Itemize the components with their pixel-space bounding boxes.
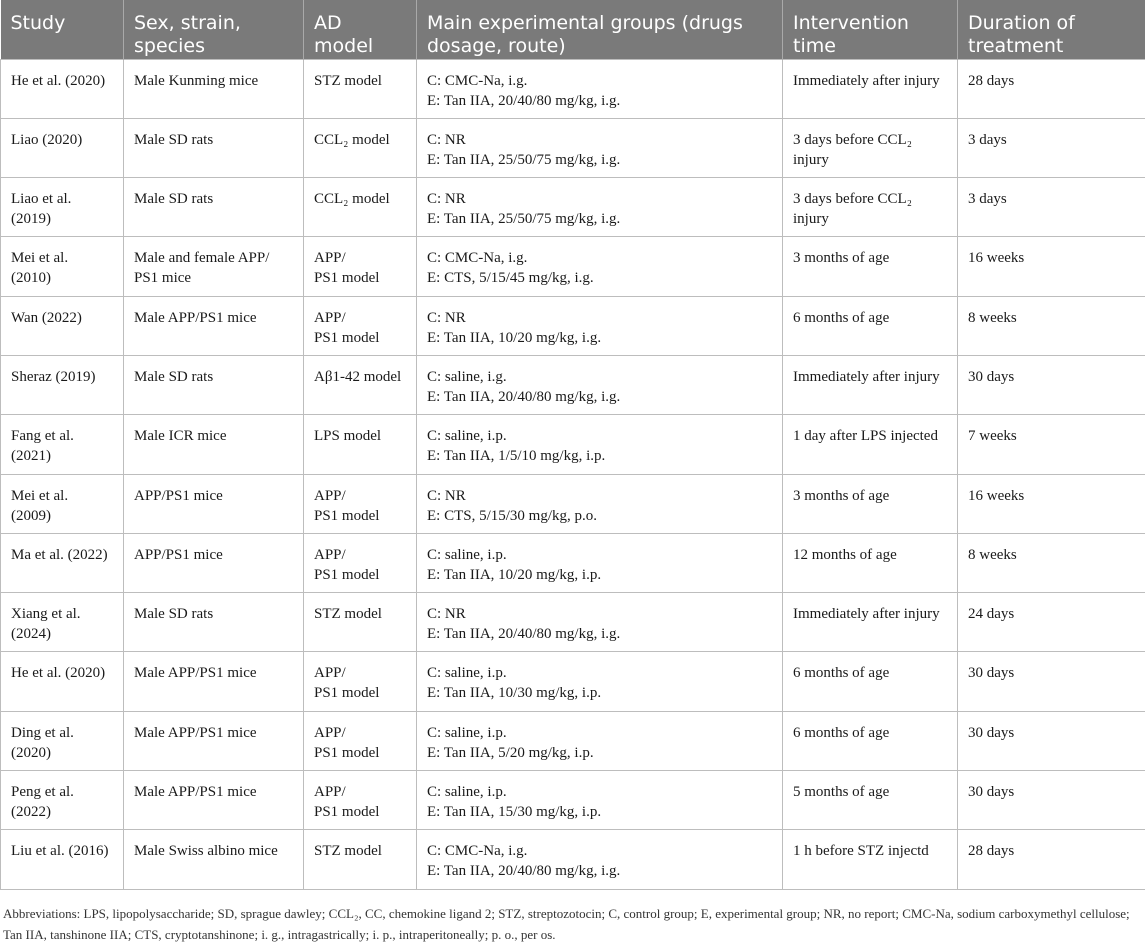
experimental-groups-cell xyxy=(417,355,783,414)
table-row xyxy=(1,771,1145,830)
cell-text: 3 days xyxy=(968,191,1007,208)
cell-text: C: saline, i.p. xyxy=(427,546,507,563)
cell-text: E: Tan IIA, 10/30 mg/kg, i.p. xyxy=(427,685,602,702)
column-header-text: species xyxy=(134,35,205,57)
sex-strain-species-cell xyxy=(124,830,304,889)
duration-cell xyxy=(958,415,1145,474)
cell-text: STZ model xyxy=(314,72,382,89)
cell-text: (2024) xyxy=(11,626,51,643)
cell-text: PS1 model xyxy=(314,507,380,524)
table-row xyxy=(1,237,1145,296)
table-row xyxy=(1,415,1145,474)
cell-text: E: Tan IIA, 15/30 mg/kg, i.p. xyxy=(427,804,602,821)
cell-text: 28 days xyxy=(968,843,1015,860)
cell-text: CCL₂ model xyxy=(314,191,390,208)
cell-text: C: NR xyxy=(427,309,466,326)
sex-strain-species-cell xyxy=(124,59,304,118)
sex-strain-species-cell xyxy=(124,415,304,474)
sex-strain-species-cell xyxy=(124,118,304,177)
ad-model-cell xyxy=(304,711,417,770)
ad-model-cell xyxy=(304,415,417,474)
column-header-text: AD xyxy=(314,12,342,34)
ad-model-cell xyxy=(304,652,417,711)
duration-cell xyxy=(958,652,1145,711)
column-header-ad-model xyxy=(304,0,417,59)
cell-text: PS1 model xyxy=(314,685,380,702)
table-row xyxy=(1,593,1145,652)
cell-text: 30 days xyxy=(968,665,1015,682)
column-header-text: Study xyxy=(10,12,66,34)
cell-text: E: Tan IIA, 20/40/80 mg/kg, i.g. xyxy=(427,863,621,880)
cell-text: C: saline, i.p. xyxy=(427,724,507,741)
ad-model-cell xyxy=(304,355,417,414)
duration-cell xyxy=(958,355,1145,414)
duration-cell xyxy=(958,711,1145,770)
cell-text: PS1 model xyxy=(314,744,380,761)
cell-text: Mei et al. xyxy=(11,487,69,504)
cell-text: injury xyxy=(793,211,829,228)
column-header-text: Sex, strain, xyxy=(134,12,241,34)
cell-text: E: Tan IIA, 10/20 mg/kg, i.p. xyxy=(427,566,602,583)
table-row xyxy=(1,296,1145,355)
study-cell xyxy=(1,711,124,770)
cell-text: 16 weeks xyxy=(968,250,1025,267)
sex-strain-species-cell xyxy=(124,652,304,711)
intervention-time-cell xyxy=(783,533,958,592)
cell-text: 3 days xyxy=(968,131,1007,148)
cell-text: PS1 model xyxy=(314,566,380,583)
cell-text: 6 months of age xyxy=(793,309,890,326)
cell-text: 1 h before STZ injectd xyxy=(793,843,929,860)
cell-text: APP/ xyxy=(314,784,346,801)
column-header-experimental-groups xyxy=(417,0,783,59)
table-row xyxy=(1,652,1145,711)
cell-text: Male Swiss albino mice xyxy=(134,843,278,860)
sex-strain-species-cell xyxy=(124,771,304,830)
study-cell xyxy=(1,59,124,118)
ad-model-cell xyxy=(304,118,417,177)
duration-cell xyxy=(958,178,1145,237)
cell-text: injury xyxy=(793,151,829,168)
intervention-time-cell xyxy=(783,118,958,177)
cell-text: Male SD rats xyxy=(134,191,214,208)
cell-text: APP/PS1 mice xyxy=(134,487,223,504)
intervention-time-cell xyxy=(783,355,958,414)
cell-text: Aβ1-42 model xyxy=(314,368,402,385)
experimental-groups-cell xyxy=(417,830,783,889)
cell-text: C: saline, i.p. xyxy=(427,665,507,682)
intervention-time-cell xyxy=(783,237,958,296)
cell-text: 24 days xyxy=(968,606,1015,623)
study-cell xyxy=(1,355,124,414)
cell-text: He et al. (2020) xyxy=(11,72,106,89)
cell-text: 28 days xyxy=(968,72,1015,89)
table-row xyxy=(1,59,1145,118)
cell-text: Male ICR mice xyxy=(134,428,227,445)
cell-text: Male SD rats xyxy=(134,131,214,148)
sex-strain-species-cell xyxy=(124,533,304,592)
intervention-time-cell xyxy=(783,771,958,830)
cell-text: (2009) xyxy=(11,507,51,524)
column-header-text: model xyxy=(314,35,374,57)
experimental-groups-cell xyxy=(417,178,783,237)
cell-text: 3 months of age xyxy=(793,250,890,267)
column-header-study xyxy=(1,0,124,59)
cell-text: C: CMC-Na, i.g. xyxy=(427,843,528,860)
cell-text: E: Tan IIA, 25/50/75 mg/kg, i.g. xyxy=(427,211,621,228)
column-header-text: Main experimental groups (drugs xyxy=(427,12,743,34)
cell-text: 3 months of age xyxy=(793,487,890,504)
experimental-groups-cell xyxy=(417,296,783,355)
ad-model-cell xyxy=(304,533,417,592)
table-row xyxy=(1,533,1145,592)
study-cell xyxy=(1,830,124,889)
study-cell xyxy=(1,771,124,830)
cell-text: Peng et al. xyxy=(11,784,74,801)
sex-strain-species-cell xyxy=(124,296,304,355)
intervention-time-cell xyxy=(783,296,958,355)
cell-text: Male APP/PS1 mice xyxy=(134,784,257,801)
cell-text: Liao (2020) xyxy=(11,131,83,148)
duration-cell xyxy=(958,59,1145,118)
cell-text: APP/PS1 mice xyxy=(134,546,223,563)
cell-text: E: Tan IIA, 5/20 mg/kg, i.p. xyxy=(427,744,594,761)
cell-text: Ding et al. xyxy=(11,724,74,741)
cell-text: He et al. (2020) xyxy=(11,665,106,682)
ad-model-cell xyxy=(304,474,417,533)
cell-text: Male APP/PS1 mice xyxy=(134,724,257,741)
cell-text: Fang et al. xyxy=(11,428,74,445)
table-row xyxy=(1,830,1145,889)
study-cell xyxy=(1,593,124,652)
cell-text: Xiang et al. xyxy=(11,606,81,623)
cell-text: 8 weeks xyxy=(968,546,1017,563)
cell-text: 5 months of age xyxy=(793,784,890,801)
cell-text: APP/ xyxy=(314,546,346,563)
cell-text: E: Tan IIA, 20/40/80 mg/kg, i.g. xyxy=(427,626,621,643)
duration-cell xyxy=(958,830,1145,889)
cell-text: 12 months of age xyxy=(793,546,897,563)
cell-text: Liu et al. (2016) xyxy=(11,843,109,860)
column-header-text: time xyxy=(793,35,836,57)
sex-strain-species-cell xyxy=(124,178,304,237)
study-cell xyxy=(1,533,124,592)
cell-text: (2010) xyxy=(11,270,51,287)
cell-text: PS1 model xyxy=(314,329,380,346)
cell-text: C: saline, i.g. xyxy=(427,368,507,385)
duration-cell xyxy=(958,237,1145,296)
cell-text: STZ model xyxy=(314,606,382,623)
intervention-time-cell xyxy=(783,474,958,533)
cell-text: E: Tan IIA, 1/5/10 mg/kg, i.p. xyxy=(427,448,606,465)
cell-text: E: CTS, 5/15/45 mg/kg, i.g. xyxy=(427,270,594,287)
cell-text: PS1 model xyxy=(314,270,380,287)
column-header-intervention-time xyxy=(783,0,958,59)
cell-text: Liao et al. xyxy=(11,191,72,208)
table-row xyxy=(1,355,1145,414)
cell-text: E: Tan IIA, 20/40/80 mg/kg, i.g. xyxy=(427,388,621,405)
cell-text: C: NR xyxy=(427,487,466,504)
duration-cell xyxy=(958,593,1145,652)
experimental-groups-cell xyxy=(417,593,783,652)
header-row xyxy=(1,0,1145,59)
experimental-groups-cell xyxy=(417,474,783,533)
table-body xyxy=(1,59,1145,889)
ad-model-cell xyxy=(304,593,417,652)
cell-text: Immediately after injury xyxy=(793,606,940,623)
cell-text: CCL₂ model xyxy=(314,131,390,148)
cell-text: Male SD rats xyxy=(134,368,214,385)
cell-text: 30 days xyxy=(968,724,1015,741)
cell-text: (2022) xyxy=(11,804,51,821)
cell-text: APP/ xyxy=(314,250,346,267)
cell-text: E: Tan IIA, 10/20 mg/kg, i.g. xyxy=(427,329,602,346)
column-header-sex-strain-species xyxy=(124,0,304,59)
table-row xyxy=(1,118,1145,177)
column-header-text: Duration of xyxy=(968,12,1075,34)
cell-text: C: CMC-Na, i.g. xyxy=(427,72,528,89)
cell-text: (2021) xyxy=(11,448,51,465)
cell-text: APP/ xyxy=(314,665,346,682)
ad-model-cell xyxy=(304,237,417,296)
ad-model-cell xyxy=(304,178,417,237)
column-header-text: dosage, route) xyxy=(427,35,566,57)
cell-text: Immediately after injury xyxy=(793,72,940,89)
sex-strain-species-cell xyxy=(124,355,304,414)
cell-text: E: CTS, 5/15/30 mg/kg, p.o. xyxy=(427,507,598,524)
experimental-groups-cell xyxy=(417,533,783,592)
experimental-groups-cell xyxy=(417,652,783,711)
duration-cell xyxy=(958,296,1145,355)
cell-text: E: Tan IIA, 25/50/75 mg/kg, i.g. xyxy=(427,151,621,168)
sex-strain-species-cell xyxy=(124,593,304,652)
cell-text: Male APP/PS1 mice xyxy=(134,309,257,326)
experimental-groups-cell xyxy=(417,415,783,474)
cell-text: 7 weeks xyxy=(968,428,1017,445)
cell-text: (2019) xyxy=(11,211,51,228)
cell-text: 8 weeks xyxy=(968,309,1017,326)
study-cell xyxy=(1,296,124,355)
table-row xyxy=(1,178,1145,237)
cell-text: C: NR xyxy=(427,606,466,623)
intervention-time-cell xyxy=(783,415,958,474)
cell-text: APP/ xyxy=(314,724,346,741)
study-cell xyxy=(1,118,124,177)
cell-text: 30 days xyxy=(968,784,1015,801)
cell-text: Wan (2022) xyxy=(11,309,82,326)
study-cell xyxy=(1,652,124,711)
ad-model-cell xyxy=(304,830,417,889)
duration-cell xyxy=(958,771,1145,830)
sex-strain-species-cell xyxy=(124,237,304,296)
cell-text: Male SD rats xyxy=(134,606,214,623)
column-header-duration xyxy=(958,0,1145,59)
cell-text: STZ model xyxy=(314,843,382,860)
sex-strain-species-cell xyxy=(124,474,304,533)
cell-text: Mei et al. xyxy=(11,250,69,267)
ad-model-cell xyxy=(304,59,417,118)
table-row xyxy=(1,474,1145,533)
intervention-time-cell xyxy=(783,711,958,770)
cell-text: C: CMC-Na, i.g. xyxy=(427,250,528,267)
cell-text: C: NR xyxy=(427,191,466,208)
study-cell xyxy=(1,474,124,533)
cell-text: PS1 model xyxy=(314,804,380,821)
duration-cell xyxy=(958,533,1145,592)
cell-text: 1 day after LPS injected xyxy=(793,428,938,445)
cell-text: Sheraz (2019) xyxy=(11,368,96,385)
intervention-time-cell xyxy=(783,830,958,889)
study-cell xyxy=(1,415,124,474)
cell-text: C: NR xyxy=(427,131,466,148)
cell-text: APP/ xyxy=(314,487,346,504)
cell-text: C: saline, i.p. xyxy=(427,784,507,801)
experimental-groups-cell xyxy=(417,237,783,296)
experimental-groups-cell xyxy=(417,59,783,118)
cell-text: Male and female APP/ xyxy=(134,250,270,267)
abbreviations-footnote: Abbreviations: LPS, lipopolysaccharide; SD, sprague dawley; CCL₂, CC, chemokine ligand 2; STZ, streptozotocin; C, control group; E, experimental group; NR, no report; CMC-Na, sodium carboxymethyl cellulose; Tan IIA, tanshinone IIA; CTS, cryptotanshinone; i. g., intragastrically; i. p., intraperitoneally; p. o., per os. xyxy=(3,906,1130,942)
cell-text: 16 weeks xyxy=(968,487,1025,504)
duration-cell xyxy=(958,118,1145,177)
intervention-time-cell xyxy=(783,178,958,237)
experimental-groups-cell xyxy=(417,711,783,770)
ad-model-cell xyxy=(304,296,417,355)
experimental-groups-cell xyxy=(417,771,783,830)
cell-text: 30 days xyxy=(968,368,1015,385)
cell-text: 3 days before CCL₂ xyxy=(793,191,912,208)
study-cell xyxy=(1,178,124,237)
cell-text: Male APP/PS1 mice xyxy=(134,665,257,682)
column-header-text: Intervention xyxy=(793,12,909,34)
cell-text: Male Kunming mice xyxy=(134,72,259,89)
study-cell xyxy=(1,237,124,296)
cell-text: LPS model xyxy=(314,428,382,445)
cell-text: APP/ xyxy=(314,309,346,326)
cell-text: 6 months of age xyxy=(793,665,890,682)
cell-text: 6 months of age xyxy=(793,724,890,741)
cell-text: Ma et al. (2022) xyxy=(11,546,108,563)
cell-text: C: saline, i.p. xyxy=(427,428,507,445)
experimental-groups-cell xyxy=(417,118,783,177)
intervention-time-cell xyxy=(783,652,958,711)
cell-text: PS1 mice xyxy=(134,270,192,287)
ad-model-cell xyxy=(304,771,417,830)
cell-text: 3 days before CCL₂ xyxy=(793,131,912,148)
cell-text: Immediately after injury xyxy=(793,368,940,385)
table-row xyxy=(1,711,1145,770)
duration-cell xyxy=(958,474,1145,533)
column-header-text: treatment xyxy=(968,35,1064,57)
intervention-time-cell xyxy=(783,593,958,652)
cell-text: E: Tan IIA, 20/40/80 mg/kg, i.g. xyxy=(427,92,621,109)
cell-text: (2020) xyxy=(11,744,51,761)
sex-strain-species-cell xyxy=(124,711,304,770)
intervention-time-cell xyxy=(783,59,958,118)
